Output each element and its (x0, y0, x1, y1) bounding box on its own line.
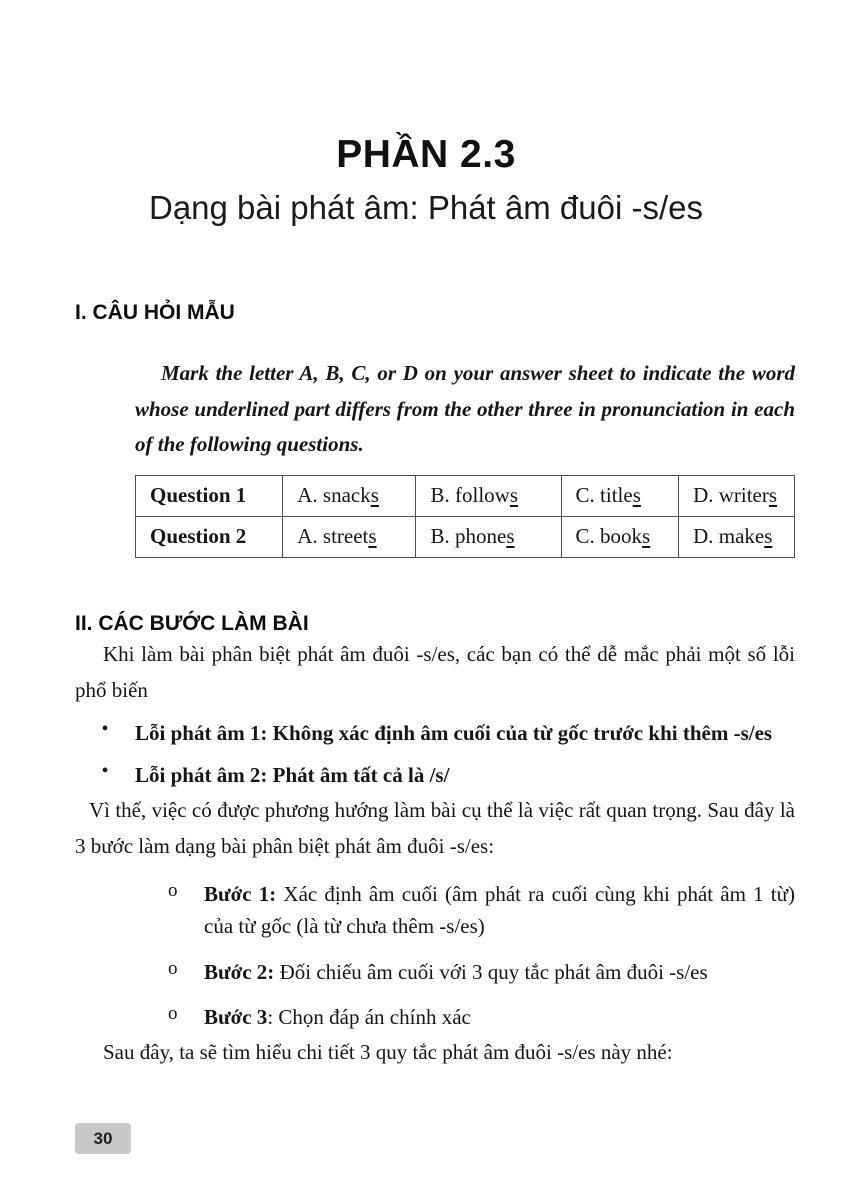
option-cell (679, 476, 795, 517)
underlined-part: s (370, 483, 379, 508)
page-subtitle: Dạng bài phát âm: Phát âm đuôi -s/es (149, 189, 703, 226)
underlined-part: s (509, 483, 519, 508)
option-text: A. snack (297, 483, 371, 508)
option-cell (561, 517, 679, 558)
table-row (136, 517, 795, 558)
option-text: D. writer (693, 483, 769, 508)
option-text: C. book (575, 524, 643, 549)
option-text: B. phone (430, 524, 507, 549)
option-text: D. make (693, 524, 765, 549)
option-text: C. title (575, 483, 633, 508)
list-item (75, 758, 795, 792)
middle-paragraph: Vì thế, việc có được phương hướng làm bài cụ thể là việc rất quan trọng. Sau đây là 3 bước làm dạng bài phân biệt phát âm đuôi -s/es: (75, 798, 795, 859)
step-text (204, 956, 795, 989)
instruction-text: Mark the letter A, B, C, or D on your answer sheet to indicate the word whose underlined part differs from the other three in pronunciation in each of the following questions. (135, 361, 795, 457)
step-marker-icon: o (168, 1003, 178, 1025)
page-number-badge (75, 1123, 131, 1154)
option-cell (283, 476, 416, 517)
step-label: Bước 1: (204, 881, 277, 906)
step-body: Đối chiếu âm cuối với 3 quy tắc phát âm đuôi -s/es (274, 959, 708, 984)
error-bullet-list (75, 716, 795, 792)
intro-paragraph: Khi làm bài phân biệt phát âm đuôi -s/es, các bạn có thể dễ mắc phải một số lỗi phổ biến (75, 642, 795, 703)
option-cell (561, 476, 679, 517)
step-label: Bước 2: (204, 959, 275, 984)
step-marker-icon: o (168, 957, 178, 979)
section1-heading: I. CÂU HỎI MẪU (75, 301, 235, 324)
option-text: B. follow (430, 483, 510, 508)
question-label: Question 1 (136, 476, 283, 517)
steps-list (75, 878, 795, 1034)
option-cell (416, 476, 561, 517)
underlined-part: s (368, 524, 377, 549)
option-cell (416, 517, 561, 558)
list-item (168, 1001, 795, 1034)
step-body: : Chọn đáp án chính xác (267, 1005, 471, 1030)
step-text (204, 878, 795, 943)
underlined-part: s (632, 483, 641, 508)
underlined-part: s (764, 524, 773, 549)
page-number: 30 (93, 1128, 113, 1148)
step-text (204, 1001, 795, 1034)
step-body: Xác định âm cuối (âm phát ra cuối cùng khi phát âm 1 từ) của từ gốc (là từ chưa thêm -s/es) (204, 881, 795, 939)
bullet-text: Lỗi phát âm 1: Không xác định âm cuối của từ gốc trước khi thêm -s/es (135, 721, 773, 746)
option-cell (283, 517, 416, 558)
question-table (135, 475, 795, 558)
outro-paragraph: Sau đây, ta sẽ tìm hiểu chi tiết 3 quy tắc phát âm đuôi -s/es này nhé: (103, 1039, 673, 1064)
page-title: PHẦN 2.3 (336, 133, 516, 176)
step-marker-icon: o (168, 879, 178, 901)
option-cell (679, 517, 795, 558)
question-label: Question 2 (136, 517, 283, 558)
page-content (0, 301, 852, 1070)
step-label: Bước 3 (204, 1005, 268, 1030)
underlined-part: s (642, 524, 651, 549)
option-text: A. street (297, 524, 369, 549)
bullet-icon: • (101, 760, 109, 783)
section2-heading: II. CÁC BƯỚC LÀM BÀI (75, 612, 309, 636)
list-item (168, 878, 795, 943)
list-item (168, 956, 795, 989)
bullet-icon: • (101, 718, 109, 741)
underlined-part: s (506, 524, 515, 549)
bullet-text: Lỗi phát âm 2: Phát âm tất cả là /s/ (135, 763, 450, 788)
list-item (75, 716, 795, 750)
table-row (136, 476, 795, 517)
underlined-part: s (768, 483, 778, 508)
